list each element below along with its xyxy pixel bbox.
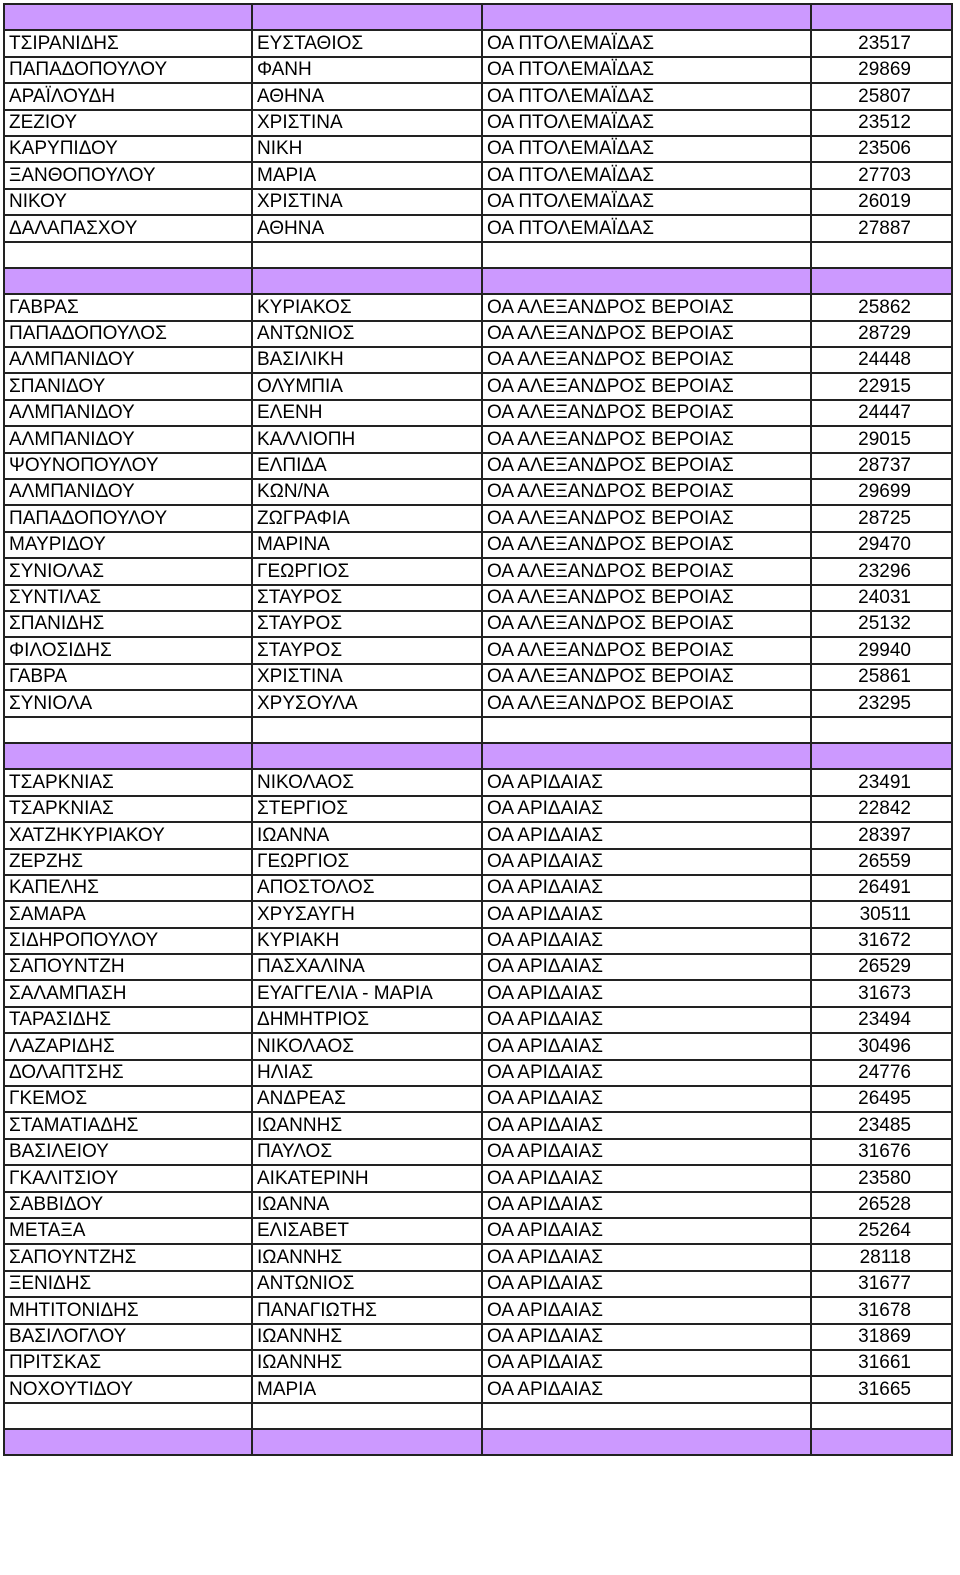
table-row: [4, 400, 952, 426]
first-name-cell[interactable]: ΧΡΥΣΟΥΛΑ: [252, 690, 482, 716]
table-row: [4, 1324, 952, 1350]
header-cell[interactable]: [252, 268, 482, 294]
id-number-cell[interactable]: 31869: [811, 1324, 952, 1350]
surname-cell[interactable]: ΤΣΑΡΚΝΙΑΣ: [4, 796, 252, 822]
id-number-cell[interactable]: 25861: [811, 664, 952, 690]
table-row: [4, 980, 952, 1006]
surname-cell[interactable]: ΞΕΝΙΔΗΣ: [4, 1271, 252, 1297]
table-row: [4, 83, 952, 109]
surname-cell[interactable]: ΑΡΑΪΛΟΥΔΗ: [4, 83, 252, 109]
surname-cell[interactable]: ΣΥΝΤΙΛΑΣ: [4, 585, 252, 611]
empty-cell[interactable]: [252, 242, 482, 268]
table-row: [4, 1376, 952, 1402]
club-cell[interactable]: ΟΑ ΑΛΕΞΑΝΔΡΟΣ ΒΕΡΟΙΑΣ: [482, 664, 811, 690]
surname-cell[interactable]: ΤΑΡΑΣΙΔΗΣ: [4, 1007, 252, 1033]
id-number-cell[interactable]: 24448: [811, 347, 952, 373]
id-number-cell[interactable]: 28118: [811, 1244, 952, 1270]
id-number-cell[interactable]: 30496: [811, 1033, 952, 1059]
table-row: [4, 136, 952, 162]
table-row: [4, 110, 952, 136]
id-number-cell[interactable]: 24776: [811, 1060, 952, 1086]
surname-cell[interactable]: ΜΑΥΡΙΔΟΥ: [4, 532, 252, 558]
first-name-cell[interactable]: ΣΤΕΡΓΙΟΣ: [252, 796, 482, 822]
first-name-cell[interactable]: ΦΑΝΗ: [252, 57, 482, 83]
club-cell[interactable]: ΟΑ ΑΡΙΔΑΙΑΣ: [482, 954, 811, 980]
table-row: [4, 611, 952, 637]
table-row: [4, 30, 952, 56]
table-row: [4, 558, 952, 584]
id-number-cell[interactable]: 26019: [811, 189, 952, 215]
spreadsheet-table: [3, 3, 953, 1456]
club-cell[interactable]: ΟΑ ΠΤΟΛΕΜΑΪΔΑΣ: [482, 189, 811, 215]
header-cell[interactable]: [4, 1429, 252, 1455]
id-number-cell[interactable]: 23295: [811, 690, 952, 716]
first-name-cell[interactable]: ΖΩΓΡΑΦΙΑ: [252, 505, 482, 531]
club-cell[interactable]: ΟΑ ΑΡΙΔΑΙΑΣ: [482, 796, 811, 822]
id-number-cell[interactable]: 31676: [811, 1139, 952, 1165]
first-name-cell[interactable]: ΧΡΙΣΤΙΝΑ: [252, 664, 482, 690]
surname-cell[interactable]: ΣΤΑΜΑΤΙΑΔΗΣ: [4, 1112, 252, 1138]
club-cell[interactable]: ΟΑ ΑΛΕΞΑΝΔΡΟΣ ΒΕΡΟΙΑΣ: [482, 453, 811, 479]
header-cell[interactable]: [811, 4, 952, 30]
section-header-row: [4, 268, 952, 294]
surname-cell[interactable]: ΓΑΒΡΑ: [4, 664, 252, 690]
empty-cell[interactable]: [811, 242, 952, 268]
surname-cell[interactable]: ΠΑΠΑΔΟΠΟΥΛΟΣ: [4, 321, 252, 347]
first-name-cell[interactable]: ΠΑΝΑΓΙΩΤΗΣ: [252, 1297, 482, 1323]
club-cell[interactable]: ΟΑ ΑΛΕΞΑΝΔΡΟΣ ΒΕΡΟΙΑΣ: [482, 637, 811, 663]
header-cell[interactable]: [252, 1429, 482, 1455]
id-number-cell[interactable]: 25132: [811, 611, 952, 637]
club-cell[interactable]: ΟΑ ΑΛΕΞΑΝΔΡΟΣ ΒΕΡΟΙΑΣ: [482, 347, 811, 373]
header-cell[interactable]: [482, 4, 811, 30]
first-name-cell[interactable]: ΑΘΗΝΑ: [252, 215, 482, 241]
surname-cell[interactable]: ΖΕΡΖΗΣ: [4, 849, 252, 875]
club-cell[interactable]: ΟΑ ΠΤΟΛΕΜΑΪΔΑΣ: [482, 83, 811, 109]
first-name-cell[interactable]: ΣΤΑΥΡΟΣ: [252, 585, 482, 611]
surname-cell[interactable]: ΚΑΠΕΛΗΣ: [4, 875, 252, 901]
id-number-cell[interactable]: 26495: [811, 1086, 952, 1112]
table-row: [4, 875, 952, 901]
table-row: [4, 637, 952, 663]
first-name-cell[interactable]: ΣΤΑΥΡΟΣ: [252, 611, 482, 637]
club-cell[interactable]: ΟΑ ΠΤΟΛΕΜΑΪΔΑΣ: [482, 57, 811, 83]
header-cell[interactable]: [4, 743, 252, 769]
table-row: [4, 505, 952, 531]
surname-cell[interactable]: ΣΑΛΑΜΠΑΣΗ: [4, 980, 252, 1006]
first-name-cell[interactable]: ΣΤΑΥΡΟΣ: [252, 637, 482, 663]
surname-cell[interactable]: ΠΑΠΑΔΟΠΟΥΛΟΥ: [4, 57, 252, 83]
table-row: [4, 1007, 952, 1033]
first-name-cell[interactable]: ΝΙΚΟΛΑΟΣ: [252, 1033, 482, 1059]
surname-cell[interactable]: ΒΑΣΙΛΟΓΛΟΥ: [4, 1324, 252, 1350]
first-name-cell[interactable]: ΧΡΙΣΤΙΝΑ: [252, 110, 482, 136]
first-name-cell[interactable]: ΕΛΙΣΑΒΕΤ: [252, 1218, 482, 1244]
first-name-cell[interactable]: ΑΝΔΡΕΑΣ: [252, 1086, 482, 1112]
id-number-cell[interactable]: 23485: [811, 1112, 952, 1138]
id-number-cell[interactable]: 23296: [811, 558, 952, 584]
first-name-cell[interactable]: ΝΙΚΗ: [252, 136, 482, 162]
id-number-cell[interactable]: 25862: [811, 294, 952, 320]
id-number-cell[interactable]: 25807: [811, 83, 952, 109]
table-row: [4, 822, 952, 848]
surname-cell[interactable]: ΣΠΑΝΙΔΟΥ: [4, 373, 252, 399]
id-number-cell[interactable]: 29015: [811, 426, 952, 452]
surname-cell[interactable]: ΚΑΡΥΠΙΔΟΥ: [4, 136, 252, 162]
id-number-cell[interactable]: 27703: [811, 162, 952, 188]
club-cell[interactable]: ΟΑ ΑΡΙΔΑΙΑΣ: [482, 849, 811, 875]
first-name-cell[interactable]: ΙΩΑΝΝΗΣ: [252, 1350, 482, 1376]
surname-cell[interactable]: ΑΛΜΠΑΝΙΔΟΥ: [4, 479, 252, 505]
first-name-cell[interactable]: ΕΥΑΓΓΕΛΙΑ - ΜΑΡΙΑ: [252, 980, 482, 1006]
first-name-cell[interactable]: ΧΡΙΣΤΙΝΑ: [252, 189, 482, 215]
club-cell[interactable]: ΟΑ ΑΡΙΔΑΙΑΣ: [482, 875, 811, 901]
id-number-cell[interactable]: 23512: [811, 110, 952, 136]
table-row: [4, 426, 952, 452]
surname-cell[interactable]: ΨΟΥΝΟΠΟΥΛΟΥ: [4, 453, 252, 479]
surname-cell[interactable]: ΣΑΒΒΙΔΟΥ: [4, 1192, 252, 1218]
surname-cell[interactable]: ΑΛΜΠΑΝΙΔΟΥ: [4, 426, 252, 452]
surname-cell[interactable]: ΝΙΚΟΥ: [4, 189, 252, 215]
first-name-cell[interactable]: ΜΑΡΙΝΑ: [252, 532, 482, 558]
club-cell[interactable]: ΟΑ ΑΡΙΔΑΙΑΣ: [482, 1244, 811, 1270]
id-number-cell[interactable]: 31673: [811, 980, 952, 1006]
table-row: [4, 1139, 952, 1165]
surname-cell[interactable]: ΣΠΑΝΙΔΗΣ: [4, 611, 252, 637]
table-row: [4, 664, 952, 690]
empty-cell[interactable]: [252, 717, 482, 743]
table-row: [4, 1350, 952, 1376]
club-cell[interactable]: ΟΑ ΠΤΟΛΕΜΑΪΔΑΣ: [482, 162, 811, 188]
id-number-cell[interactable]: 27887: [811, 215, 952, 241]
club-cell[interactable]: ΟΑ ΑΡΙΔΑΙΑΣ: [482, 1350, 811, 1376]
club-cell[interactable]: ΟΑ ΑΛΕΞΑΝΔΡΟΣ ΒΕΡΟΙΑΣ: [482, 294, 811, 320]
club-cell[interactable]: ΟΑ ΑΡΙΔΑΙΑΣ: [482, 928, 811, 954]
id-number-cell[interactable]: 24447: [811, 400, 952, 426]
surname-cell[interactable]: ΓΚΑΛΙΤΣΙΟΥ: [4, 1165, 252, 1191]
surname-cell[interactable]: ΣΙΔΗΡΟΠΟΥΛΟΥ: [4, 928, 252, 954]
surname-cell[interactable]: ΤΣΑΡΚΝΙΑΣ: [4, 769, 252, 795]
header-cell[interactable]: [482, 1429, 811, 1455]
header-cell[interactable]: [811, 1429, 952, 1455]
first-name-cell[interactable]: ΒΑΣΙΛΙΚΗ: [252, 347, 482, 373]
club-cell[interactable]: ΟΑ ΑΛΕΞΑΝΔΡΟΣ ΒΕΡΟΙΑΣ: [482, 373, 811, 399]
table-row: [4, 901, 952, 927]
id-number-cell[interactable]: 31672: [811, 928, 952, 954]
surname-cell[interactable]: ΜΗΤΙΤΟΝΙΔΗΣ: [4, 1297, 252, 1323]
club-cell[interactable]: ΟΑ ΑΡΙΔΑΙΑΣ: [482, 901, 811, 927]
id-number-cell[interactable]: 26529: [811, 954, 952, 980]
club-cell[interactable]: ΟΑ ΑΛΕΞΑΝΔΡΟΣ ΒΕΡΟΙΑΣ: [482, 611, 811, 637]
first-name-cell[interactable]: ΜΑΡΙΑ: [252, 1376, 482, 1402]
surname-cell[interactable]: ΣΑΜΑΡΑ: [4, 901, 252, 927]
surname-cell[interactable]: ΔΑΛΑΠΑΣΧΟΥ: [4, 215, 252, 241]
surname-cell[interactable]: ΒΑΣΙΛΕΙΟΥ: [4, 1139, 252, 1165]
club-cell[interactable]: ΟΑ ΑΡΙΔΑΙΑΣ: [482, 1033, 811, 1059]
id-number-cell[interactable]: 28725: [811, 505, 952, 531]
header-cell[interactable]: [252, 743, 482, 769]
surname-cell[interactable]: ΠΡΙΤΣΚΑΣ: [4, 1350, 252, 1376]
surname-cell[interactable]: ΧΑΤΖΗΚΥΡΙΑΚΟΥ: [4, 822, 252, 848]
table-row: [4, 162, 952, 188]
id-number-cell[interactable]: 31678: [811, 1297, 952, 1323]
first-name-cell[interactable]: ΑΝΤΩΝΙΟΣ: [252, 321, 482, 347]
first-name-cell[interactable]: ΗΛΙΑΣ: [252, 1060, 482, 1086]
table-row: [4, 1218, 952, 1244]
club-cell[interactable]: ΟΑ ΑΡΙΔΑΙΑΣ: [482, 769, 811, 795]
header-cell[interactable]: [811, 268, 952, 294]
surname-cell[interactable]: ΑΛΜΠΑΝΙΔΟΥ: [4, 400, 252, 426]
club-cell[interactable]: ΟΑ ΠΤΟΛΕΜΑΪΔΑΣ: [482, 110, 811, 136]
first-name-cell[interactable]: ΑΠΟΣΤΟΛΟΣ: [252, 875, 482, 901]
table-row: [4, 453, 952, 479]
club-cell[interactable]: ΟΑ ΑΡΙΔΑΙΑΣ: [482, 1086, 811, 1112]
id-number-cell[interactable]: 22842: [811, 796, 952, 822]
id-number-cell[interactable]: 28729: [811, 321, 952, 347]
table-row: [4, 294, 952, 320]
blank-row: [4, 717, 952, 743]
club-cell[interactable]: ΟΑ ΑΛΕΞΑΝΔΡΟΣ ΒΕΡΟΙΑΣ: [482, 505, 811, 531]
table-row: [4, 796, 952, 822]
table-row: [4, 1192, 952, 1218]
table-row: [4, 769, 952, 795]
table-row: [4, 532, 952, 558]
id-number-cell[interactable]: 22915: [811, 373, 952, 399]
header-cell[interactable]: [4, 268, 252, 294]
club-cell[interactable]: ΟΑ ΑΡΙΔΑΙΑΣ: [482, 1060, 811, 1086]
id-number-cell[interactable]: 29940: [811, 637, 952, 663]
empty-cell[interactable]: [811, 1403, 952, 1429]
club-cell[interactable]: ΟΑ ΑΡΙΔΑΙΑΣ: [482, 1271, 811, 1297]
table-row: [4, 1297, 952, 1323]
table-row: [4, 1112, 952, 1138]
table-row: [4, 347, 952, 373]
table-row: [4, 479, 952, 505]
header-cell[interactable]: [252, 4, 482, 30]
first-name-cell[interactable]: ΔΗΜΗΤΡΙΟΣ: [252, 1007, 482, 1033]
surname-cell[interactable]: ΖΕΖΙΟΥ: [4, 110, 252, 136]
first-name-cell[interactable]: ΕΛΕΝΗ: [252, 400, 482, 426]
table-row: [4, 57, 952, 83]
first-name-cell[interactable]: ΑΘΗΝΑ: [252, 83, 482, 109]
first-name-cell[interactable]: ΓΕΩΡΓΙΟΣ: [252, 558, 482, 584]
id-number-cell[interactable]: 31661: [811, 1350, 952, 1376]
id-number-cell[interactable]: 30511: [811, 901, 952, 927]
section-header-row: [4, 743, 952, 769]
id-number-cell[interactable]: 26559: [811, 849, 952, 875]
first-name-cell[interactable]: ΚΩΝ/ΝΑ: [252, 479, 482, 505]
surname-cell[interactable]: ΓΑΒΡΑΣ: [4, 294, 252, 320]
empty-cell[interactable]: [252, 1403, 482, 1429]
club-cell[interactable]: ΟΑ ΑΛΕΞΑΝΔΡΟΣ ΒΕΡΟΙΑΣ: [482, 321, 811, 347]
club-cell[interactable]: ΟΑ ΑΡΙΔΑΙΑΣ: [482, 1165, 811, 1191]
club-cell[interactable]: ΟΑ ΠΤΟΛΕΜΑΪΔΑΣ: [482, 30, 811, 56]
first-name-cell[interactable]: ΜΑΡΙΑ: [252, 162, 482, 188]
id-number-cell[interactable]: 23580: [811, 1165, 952, 1191]
table-row: [4, 1165, 952, 1191]
id-number-cell[interactable]: 29869: [811, 57, 952, 83]
id-number-cell[interactable]: 23491: [811, 769, 952, 795]
table-row: [4, 928, 952, 954]
header-cell[interactable]: [4, 4, 252, 30]
first-name-cell[interactable]: ΟΛΥΜΠΙΑ: [252, 373, 482, 399]
first-name-cell[interactable]: ΝΙΚΟΛΑΟΣ: [252, 769, 482, 795]
surname-cell[interactable]: ΣΥΝΙΟΛΑΣ: [4, 558, 252, 584]
club-cell[interactable]: ΟΑ ΑΡΙΔΑΙΑΣ: [482, 1218, 811, 1244]
empty-cell[interactable]: [4, 1403, 252, 1429]
id-number-cell[interactable]: 24031: [811, 585, 952, 611]
empty-cell[interactable]: [482, 717, 811, 743]
table-row: [4, 1271, 952, 1297]
id-number-cell[interactable]: 31677: [811, 1271, 952, 1297]
first-name-cell[interactable]: ΠΑΥΛΟΣ: [252, 1139, 482, 1165]
id-number-cell[interactable]: 26491: [811, 875, 952, 901]
id-number-cell[interactable]: 23494: [811, 1007, 952, 1033]
surname-cell[interactable]: ΜΕΤΑΞΑ: [4, 1218, 252, 1244]
table-row: [4, 373, 952, 399]
first-name-cell[interactable]: ΧΡΥΣΑΥΓΗ: [252, 901, 482, 927]
table-row: [4, 1244, 952, 1270]
table-body: [4, 4, 952, 1455]
surname-cell[interactable]: ΣΑΠΟΥΝΤΖΗ: [4, 954, 252, 980]
id-number-cell[interactable]: 31665: [811, 1376, 952, 1402]
blank-row: [4, 242, 952, 268]
empty-cell[interactable]: [811, 717, 952, 743]
first-name-cell[interactable]: ΕΥΣΤΑΘΙΟΣ: [252, 30, 482, 56]
empty-cell[interactable]: [482, 1403, 811, 1429]
first-name-cell[interactable]: ΙΩΑΝΝΗΣ: [252, 1112, 482, 1138]
surname-cell[interactable]: ΑΛΜΠΑΝΙΔΟΥ: [4, 347, 252, 373]
table-row: [4, 849, 952, 875]
first-name-cell[interactable]: ΙΩΑΝΝΗΣ: [252, 1324, 482, 1350]
table-row: [4, 1086, 952, 1112]
first-name-cell[interactable]: ΙΩΑΝΝΑ: [252, 822, 482, 848]
first-name-cell[interactable]: ΠΑΣΧΑΛΙΝΑ: [252, 954, 482, 980]
surname-cell[interactable]: ΣΑΠΟΥΝΤΖΗΣ: [4, 1244, 252, 1270]
table-row: [4, 1060, 952, 1086]
club-cell[interactable]: ΟΑ ΑΡΙΔΑΙΑΣ: [482, 822, 811, 848]
table-row: [4, 321, 952, 347]
club-cell[interactable]: ΟΑ ΑΛΕΞΑΝΔΡΟΣ ΒΕΡΟΙΑΣ: [482, 558, 811, 584]
table-row: [4, 690, 952, 716]
surname-cell[interactable]: ΦΙΛΟΣΙΔΗΣ: [4, 637, 252, 663]
first-name-cell[interactable]: ΚΥΡΙΑΚΟΣ: [252, 294, 482, 320]
empty-cell[interactable]: [4, 242, 252, 268]
club-cell[interactable]: ΟΑ ΠΤΟΛΕΜΑΪΔΑΣ: [482, 215, 811, 241]
club-cell[interactable]: ΟΑ ΑΛΕΞΑΝΔΡΟΣ ΒΕΡΟΙΑΣ: [482, 426, 811, 452]
surname-cell[interactable]: ΤΣΙΡΑΝΙΔΗΣ: [4, 30, 252, 56]
club-cell[interactable]: ΟΑ ΑΛΕΞΑΝΔΡΟΣ ΒΕΡΟΙΑΣ: [482, 400, 811, 426]
first-name-cell[interactable]: ΙΩΑΝΝΗΣ: [252, 1244, 482, 1270]
club-cell[interactable]: ΟΑ ΑΡΙΔΑΙΑΣ: [482, 1192, 811, 1218]
first-name-cell[interactable]: ΑΙΚΑΤΕΡΙΝΗ: [252, 1165, 482, 1191]
club-cell[interactable]: ΟΑ ΑΛΕΞΑΝΔΡΟΣ ΒΕΡΟΙΑΣ: [482, 690, 811, 716]
id-number-cell[interactable]: 29470: [811, 532, 952, 558]
first-name-cell[interactable]: ΚΥΡΙΑΚΗ: [252, 928, 482, 954]
club-cell[interactable]: ΟΑ ΑΡΙΔΑΙΑΣ: [482, 980, 811, 1006]
club-cell[interactable]: ΟΑ ΑΡΙΔΑΙΑΣ: [482, 1007, 811, 1033]
surname-cell[interactable]: ΠΑΠΑΔΟΠΟΥΛΟΥ: [4, 505, 252, 531]
table-row: [4, 954, 952, 980]
club-cell[interactable]: ΟΑ ΑΛΕΞΑΝΔΡΟΣ ΒΕΡΟΙΑΣ: [482, 585, 811, 611]
id-number-cell[interactable]: 25264: [811, 1218, 952, 1244]
table-row: [4, 215, 952, 241]
table-row: [4, 1033, 952, 1059]
surname-cell[interactable]: ΞΑΝΘΟΠΟΥΛΟΥ: [4, 162, 252, 188]
id-number-cell[interactable]: 23517: [811, 30, 952, 56]
club-cell[interactable]: ΟΑ ΑΡΙΔΑΙΑΣ: [482, 1324, 811, 1350]
first-name-cell[interactable]: ΕΛΠΙΔΑ: [252, 453, 482, 479]
club-cell[interactable]: ΟΑ ΑΡΙΔΑΙΑΣ: [482, 1297, 811, 1323]
surname-cell[interactable]: ΣΥΝΙΟΛΑ: [4, 690, 252, 716]
header-cell[interactable]: [482, 743, 811, 769]
club-cell[interactable]: ΟΑ ΑΛΕΞΑΝΔΡΟΣ ΒΕΡΟΙΑΣ: [482, 479, 811, 505]
club-cell[interactable]: ΟΑ ΑΛΕΞΑΝΔΡΟΣ ΒΕΡΟΙΑΣ: [482, 532, 811, 558]
first-name-cell[interactable]: ΓΕΩΡΓΙΟΣ: [252, 849, 482, 875]
club-cell[interactable]: ΟΑ ΠΤΟΛΕΜΑΪΔΑΣ: [482, 136, 811, 162]
id-number-cell[interactable]: 29699: [811, 479, 952, 505]
section-header-row: [4, 4, 952, 30]
blank-row: [4, 1403, 952, 1429]
table-row: [4, 585, 952, 611]
empty-cell[interactable]: [4, 717, 252, 743]
header-cell[interactable]: [811, 743, 952, 769]
empty-cell[interactable]: [482, 242, 811, 268]
club-cell[interactable]: ΟΑ ΑΡΙΔΑΙΑΣ: [482, 1112, 811, 1138]
first-name-cell[interactable]: ΚΑΛΛΙΟΠΗ: [252, 426, 482, 452]
id-number-cell[interactable]: 26528: [811, 1192, 952, 1218]
id-number-cell[interactable]: 28397: [811, 822, 952, 848]
section-header-row: [4, 1429, 952, 1455]
surname-cell[interactable]: ΔΟΛΑΠΤΣΗΣ: [4, 1060, 252, 1086]
club-cell[interactable]: ΟΑ ΑΡΙΔΑΙΑΣ: [482, 1376, 811, 1402]
id-number-cell[interactable]: 28737: [811, 453, 952, 479]
first-name-cell[interactable]: ΙΩΑΝΝΑ: [252, 1192, 482, 1218]
header-cell[interactable]: [482, 268, 811, 294]
surname-cell[interactable]: ΝΟΧΟΥΤΙΔΟΥ: [4, 1376, 252, 1402]
surname-cell[interactable]: ΛΑΖΑΡΙΔΗΣ: [4, 1033, 252, 1059]
table-row: [4, 189, 952, 215]
surname-cell[interactable]: ΓΚΕΜΟΣ: [4, 1086, 252, 1112]
club-cell[interactable]: ΟΑ ΑΡΙΔΑΙΑΣ: [482, 1139, 811, 1165]
first-name-cell[interactable]: ΑΝΤΩΝΙΟΣ: [252, 1271, 482, 1297]
id-number-cell[interactable]: 23506: [811, 136, 952, 162]
